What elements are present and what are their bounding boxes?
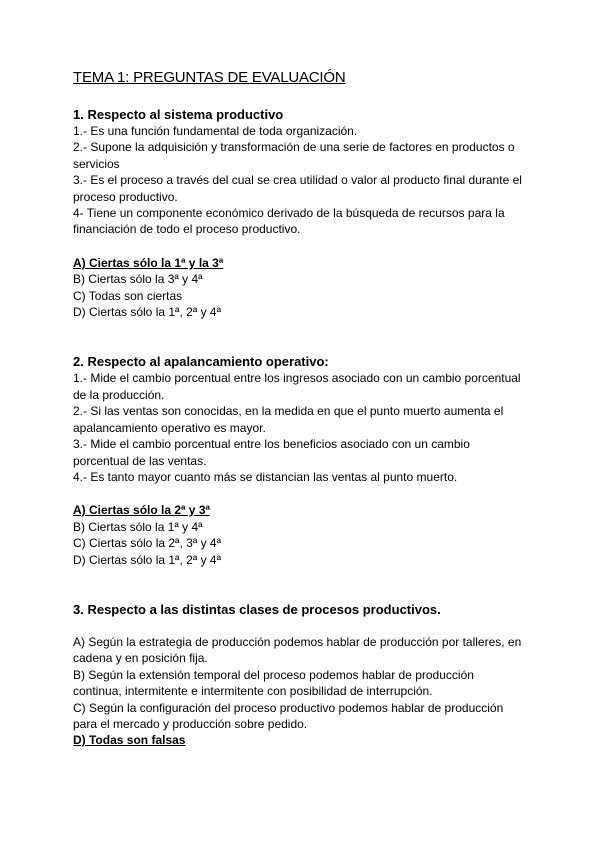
option: B) Ciertas sólo la 3ª y 4ª	[73, 272, 203, 287]
option: C) Según la configuración del proceso productivo podemos hablar de producción	[73, 700, 504, 715]
question-2	[73, 353, 543, 567]
statement-line: 1.- Mide el cambio porcentual entre los ingresos asociado con un cambio porcentual	[73, 371, 521, 386]
statement-line: 2.- Si las ventas son conocidas, en la medida en que el punto muerto aumenta el	[73, 404, 504, 419]
question-3-title: 3. Respecto a las distintas clases de procesos productivos.	[73, 601, 441, 617]
question-3-options	[73, 634, 543, 749]
option: C) Ciertas sólo la 2ª, 3ª y 4ª	[73, 536, 222, 551]
question-1	[73, 106, 543, 320]
option: cadena y en posición fija.	[73, 651, 208, 666]
option: D) Ciertas sólo la 1ª, 2ª y 4ª	[73, 552, 222, 567]
statement-line: financiación de todo el proceso productivo.	[73, 222, 301, 237]
document-page	[73, 68, 543, 749]
option: para el mercado y producción sobre pedido.	[73, 716, 308, 731]
document-title: TEMA 1: PREGUNTAS DE EVALUACIÓN	[73, 69, 346, 86]
statement-line: 4.- Es tanto mayor cuanto más se distancian las ventas al punto muerto.	[73, 469, 458, 484]
option-correct: A) Ciertas sólo la 2ª y 3ª	[73, 503, 210, 518]
option-correct: A) Ciertas sólo la 1ª y la 3ª	[73, 255, 224, 270]
statement-line: apalancamiento operativo es mayor.	[73, 420, 266, 435]
option: D) Ciertas sólo la 1ª, 2ª y 4ª	[73, 305, 222, 320]
question-2-title: 2. Respecto al apalancamiento operativo:	[73, 354, 329, 370]
statement-line: 4- Tiene un componente económico derivado de la búsqueda de recursos para la	[73, 206, 505, 221]
question-1-statements	[73, 123, 543, 238]
statement-line: 1.- Es una función fundamental de toda organización.	[73, 124, 358, 138]
option: A) Según la estrategia de producción podemos hablar de producción por talleres, en	[73, 634, 522, 649]
question-2-options	[73, 502, 543, 568]
question-1-options	[73, 255, 543, 321]
question-2-statements	[73, 370, 543, 485]
statement-line: porcentual de las ventas.	[73, 453, 207, 468]
option: B) Ciertas sólo la 1ª y 4ª	[73, 519, 203, 534]
option-correct: D) Todas son falsas	[73, 733, 186, 748]
option: C) Todas son ciertas	[73, 288, 183, 303]
statement-line: servicios	[73, 156, 120, 171]
question-1-title: 1. Respecto al sistema productivo	[73, 107, 284, 122]
statement-line: 2.- Supone la adquisición y transformación de una serie de factores en productos o	[73, 140, 515, 155]
statement-line: 3.- Es el proceso a través del cual se crea utilidad o valor al producto final durante el	[73, 173, 522, 188]
option: continua, intermitente e intermitente con posibilidad de interrupción.	[73, 684, 433, 699]
statement-line: de la producción.	[73, 387, 165, 402]
option: B) Según la extensión temporal del proceso podemos hablar de producción	[73, 667, 474, 682]
statement-line: 3.- Mide el cambio porcentual entre los beneficios asociado con un cambio	[73, 437, 470, 452]
question-3	[73, 601, 543, 749]
statement-line: proceso productivo.	[73, 189, 178, 204]
